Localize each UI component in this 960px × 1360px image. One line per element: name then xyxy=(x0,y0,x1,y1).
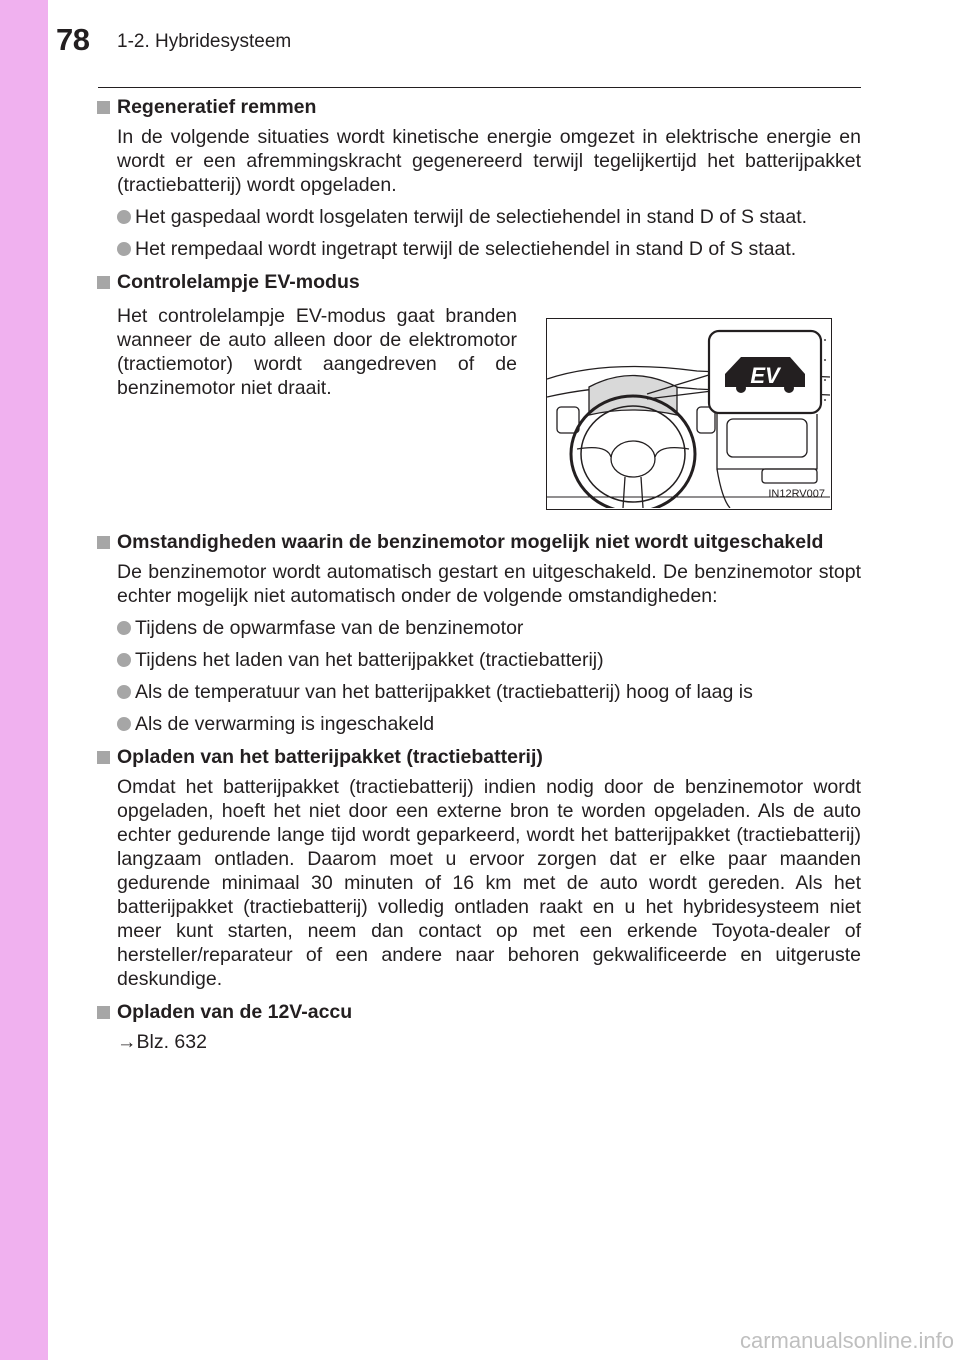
circle-bullet-icon xyxy=(117,242,131,256)
list-item: Als de temperatuur van het batterijpakket (tractiebatterij) hoog of laag is xyxy=(117,680,861,704)
list-item: Het gaspedaal wordt losgelaten terwijl de selectiehendel in stand D of S staat. xyxy=(117,205,861,229)
square-bullet-icon xyxy=(97,276,110,289)
section-title: 1-2. Hybridesysteem xyxy=(117,31,292,52)
list-item: Het rempedaal wordt ingetrapt terwijl de selectiehendel in stand D of S staat. xyxy=(117,237,861,261)
dashboard-drawing xyxy=(547,319,830,508)
square-bullet-icon xyxy=(97,1006,110,1019)
page-content xyxy=(96,95,861,1054)
square-bullet-icon xyxy=(97,536,110,549)
ev-indicator-label: EV xyxy=(750,363,780,388)
list-item: Tijdens de opwarmfase van de benzinemotor xyxy=(117,616,861,640)
circle-bullet-icon xyxy=(117,685,131,699)
square-bullet-icon xyxy=(97,101,110,114)
header-divider xyxy=(98,87,861,88)
circle-bullet-icon xyxy=(117,621,131,635)
square-bullet-icon xyxy=(97,751,110,764)
engine-intro: De benzinemotor wordt automatisch gestart en uitgeschakeld. De benzinemotor stopt echter mogelijk niet automatisch onder de volgende omstandigheden: xyxy=(117,561,861,607)
ev-description: Het controlelampje EV-modus gaat branden wanneer de auto alleen door de elektromotor (tractiemotor) wordt aangedreven of de benzinemotor niet draait. xyxy=(117,305,517,399)
heading-charge-12v: Opladen van de 12V-accu xyxy=(96,1000,861,1024)
page-reference-link[interactable]: →Blz. 632 xyxy=(117,1031,207,1053)
heading-ev-indicator: Controlelampje EV-modus xyxy=(96,270,861,294)
figure-code: IN12RV007 xyxy=(768,488,825,500)
circle-bullet-icon xyxy=(117,653,131,667)
ev-block xyxy=(96,294,861,530)
list-item: Tijdens het laden van het batterijpakket (tractiebatterij) xyxy=(117,648,861,672)
heading-engine-not-off: Omstandigheden waarin de benzinemotor mogelijk niet wordt uitgeschakeld xyxy=(96,530,861,554)
heading-regenerative-braking: Regeneratief remmen xyxy=(96,95,861,119)
arrow-right-icon: → xyxy=(117,1031,137,1053)
dashboard-illustration xyxy=(546,318,832,510)
page-number: 78 xyxy=(56,22,90,57)
heading-charge-pack: Opladen van het batterijpakket (tractiebatterij) xyxy=(96,745,861,769)
circle-bullet-icon xyxy=(117,717,131,731)
charge-pack-text: Omdat het batterijpakket (tractiebatterij) indien nodig door de benzinemotor wordt opgeladen, hoeft het niet door een externe bron te worden opgeladen. Als de auto echter gedurende lange tijd wordt geparkeerd, wordt het batterijpakket (tractiebatterij) langzaam ontladen. Daarom moet u ervoor zorgen dat er elke paar maanden gedurende minimaal 30 minuten of 16 km met de auto wordt gereden. Als het batterijpakket (tractiebatterij) volledig ontladen raakt en u het hybridesysteem niet meer kunt starten, neem dan contact op met een erkende Toyota-dealer of hersteller/reparateur of een andere naar behoren gekwalificeerde en uitgeruste deskundige. xyxy=(117,776,861,990)
regen-intro: In de volgende situaties wordt kinetische energie omgezet in elektrische energie en wordt er een afremmingskracht gegenereerd terwijl tegelijkertijd het batterijpakket (tractiebatterij) wordt opgeladen. xyxy=(117,126,861,196)
circle-bullet-icon xyxy=(117,210,131,224)
side-color-band xyxy=(0,0,48,1360)
list-item: Als de verwarming is ingeschakeld xyxy=(117,712,861,736)
watermark: carmanualsonline.info xyxy=(739,1328,954,1353)
